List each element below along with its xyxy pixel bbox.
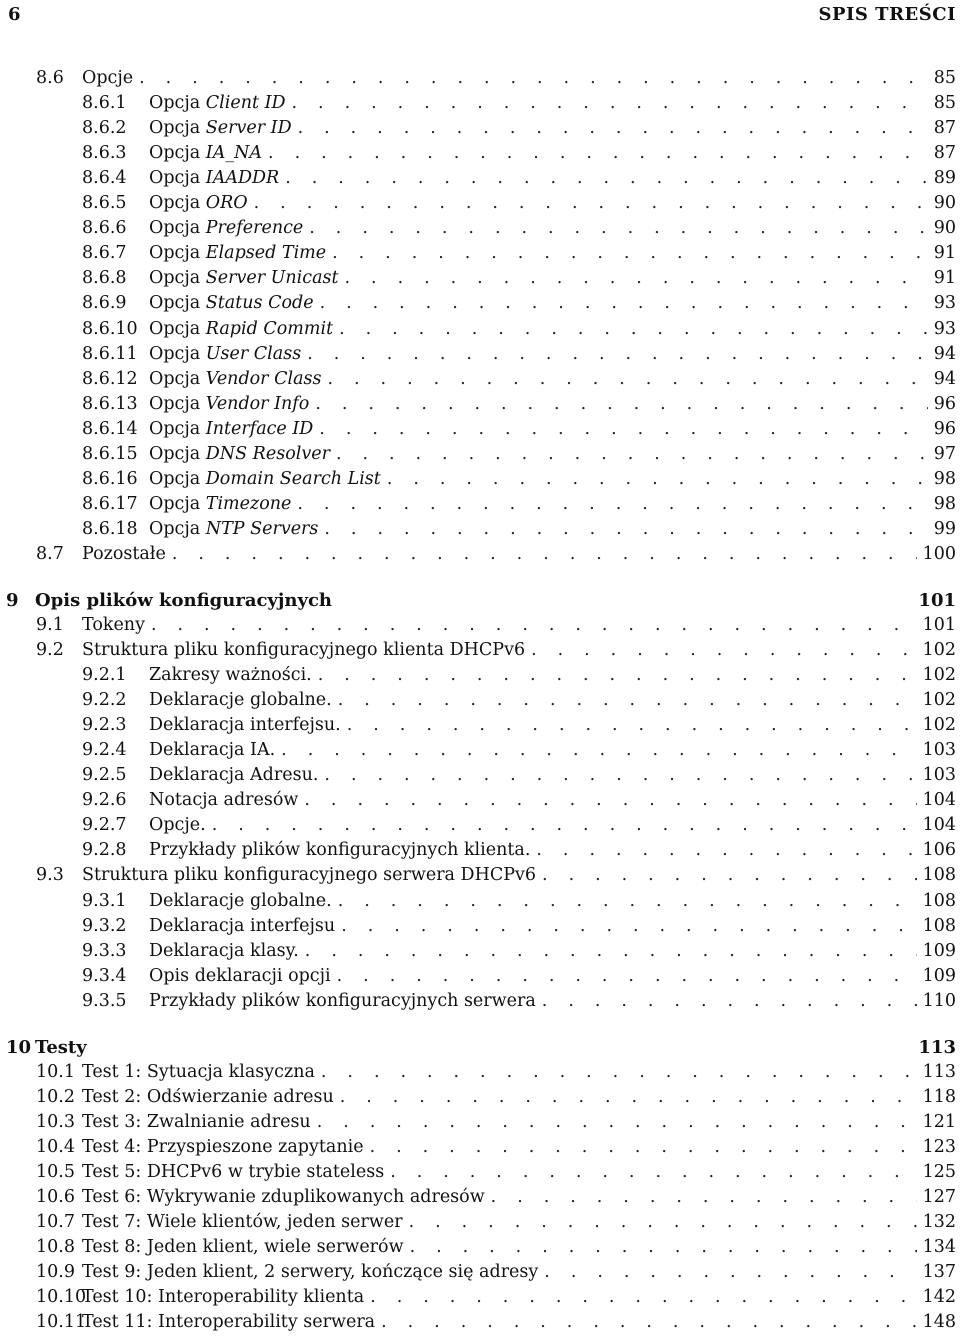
toc-entry[interactable]	[0, 888, 960, 913]
toc-entry-page: 94	[933, 368, 956, 389]
toc-entry-page: 121	[922, 1111, 956, 1132]
toc-entry-title: Deklaracja IA.	[149, 740, 276, 761]
toc-entry-option-name: Elapsed Time	[205, 243, 327, 264]
toc-entry-page: 102	[922, 640, 956, 661]
toc-entry-title	[149, 517, 318, 542]
toc-entry-page: 98	[933, 493, 956, 514]
toc-entry-title	[149, 417, 313, 442]
dot-leader	[347, 713, 917, 738]
toc-entry-option-name: Interface ID	[205, 418, 314, 439]
toc-entry-number: 9.2.6	[82, 790, 127, 811]
toc-entry-page: 102	[922, 715, 956, 736]
toc-entry-page: 104	[922, 815, 956, 836]
toc-entry[interactable]	[0, 1085, 960, 1110]
toc-entry[interactable]	[0, 66, 960, 91]
dot-leader	[339, 317, 928, 342]
toc-entry-number: 9.3.4	[82, 965, 127, 986]
toc-entry-option-name: Rapid Commit	[205, 318, 334, 339]
toc-entry-number: 10.2	[36, 1086, 75, 1107]
toc-entry-title: Deklaracja klasy.	[149, 940, 299, 961]
toc-entry-number: 9.2.1	[82, 665, 127, 686]
table-of-contents	[0, 66, 960, 1335]
toc-entry-number: 10.9	[36, 1262, 75, 1283]
dot-leader	[542, 863, 917, 888]
toc-entry-page: 96	[933, 393, 956, 414]
toc-entry-page: 118	[922, 1086, 956, 1107]
dot-leader	[491, 1185, 917, 1210]
toc-entry-prefix: Opcja	[149, 243, 206, 264]
toc-entry-page: 125	[922, 1161, 956, 1182]
toc-entry-title: Deklaracja interfejsu.	[149, 715, 341, 736]
toc-entry[interactable]	[0, 542, 960, 567]
toc-entry-prefix: Opcja	[149, 468, 206, 489]
dot-leader	[328, 367, 928, 392]
toc-entry-page: 104	[922, 790, 956, 811]
toc-entry-number: 9.3.1	[82, 890, 127, 911]
toc-entry[interactable]	[0, 813, 960, 838]
toc-entry[interactable]	[0, 367, 960, 392]
toc-entry-title	[149, 116, 292, 141]
toc-entry-option-name: IAADDR	[205, 168, 280, 189]
toc-entry-number: 10.7	[36, 1212, 75, 1233]
toc-entry[interactable]	[0, 291, 960, 316]
dot-leader	[544, 1260, 916, 1285]
toc-entry-title	[149, 91, 286, 116]
toc-entry-number: 9.2.3	[82, 715, 127, 736]
toc-entry-number: 9.2.8	[82, 840, 127, 861]
dot-leader	[542, 989, 917, 1014]
toc-entry-number: 8.6.12	[82, 368, 138, 389]
toc-entry[interactable]	[0, 467, 960, 492]
dot-leader	[536, 838, 916, 863]
toc-entry-prefix: Opcja	[149, 418, 206, 439]
toc-entry-number: 8.6.8	[82, 268, 127, 289]
toc-entry-title	[149, 266, 339, 291]
toc-entry-title: Test 5: DHCPv6 w trybie stateless	[82, 1161, 385, 1182]
toc-entry-title: Przykłady plików konfiguracyjnych serwera	[149, 990, 536, 1011]
toc-entry-title: Deklaracje globalne.	[149, 890, 332, 911]
toc-entry-number: 9.3	[36, 865, 64, 886]
toc-entry-option-name: Preference	[205, 218, 304, 239]
toc-entry-option-name: ORO	[205, 193, 248, 214]
toc-entry[interactable]	[0, 417, 960, 442]
toc-entry-prefix: Opcja	[149, 443, 206, 464]
toc-entry[interactable]	[0, 1210, 960, 1235]
toc-entry-title	[149, 166, 279, 191]
dot-leader	[409, 1210, 917, 1235]
toc-entry-number: 8.6.9	[82, 293, 127, 314]
toc-entry-title: Opis plików konfiguracyjnych	[35, 589, 332, 611]
toc-entry-title	[149, 141, 262, 166]
toc-entry-title: Pozostałe	[82, 543, 166, 564]
toc-entry-page: 90	[933, 193, 956, 214]
toc-entry[interactable]	[0, 1060, 960, 1085]
toc-entry-title: Test 4: Przyspieszone zapytanie	[82, 1136, 364, 1157]
toc-entry-page: 94	[933, 343, 956, 364]
toc-entry[interactable]	[0, 964, 960, 989]
dot-leader	[285, 166, 928, 191]
dot-leader	[318, 663, 917, 688]
toc-entry-page: 103	[922, 765, 956, 786]
toc-entry-title: Przykłady plików konfiguracyjnych klienta.	[149, 840, 531, 861]
dot-leader	[381, 1310, 916, 1335]
toc-entry-page: 89	[933, 168, 956, 189]
toc-entry-option-name: DNS Resolver	[205, 443, 330, 464]
toc-entry-option-name: IA_NA	[205, 143, 263, 164]
toc-entry[interactable]	[0, 191, 960, 216]
dot-leader	[320, 291, 928, 316]
toc-entry-number: 8.6.15	[82, 443, 138, 464]
toc-entry-title: Test 1: Sytuacja klasyczna	[82, 1061, 315, 1082]
toc-entry[interactable]	[0, 216, 960, 241]
dot-leader	[315, 392, 927, 417]
toc-entry[interactable]	[0, 1235, 960, 1260]
toc-entry-page: 97	[933, 443, 956, 464]
dot-leader	[531, 638, 917, 663]
toc-entry-page: 109	[922, 940, 956, 961]
toc-entry-title: Test 3: Zwalnianie adresu	[82, 1111, 311, 1132]
page-number: 6	[8, 4, 21, 25]
toc-entry-option-name: Client ID	[205, 93, 286, 114]
toc-entry-number: 9.1	[36, 614, 64, 635]
toc-entry-title	[149, 392, 309, 417]
toc-entry-number: 8.6.10	[82, 318, 138, 339]
toc-entry-prefix: Opcja	[149, 193, 206, 214]
toc-entry-page: 127	[922, 1186, 956, 1207]
dot-leader	[341, 914, 916, 939]
dot-leader	[340, 1085, 917, 1110]
toc-entry[interactable]	[0, 688, 960, 713]
toc-entry-page: 102	[922, 665, 956, 686]
toc-entry-page: 100	[922, 543, 956, 564]
dot-leader	[139, 66, 928, 91]
toc-entry-title: Test 11: Interoperability serwera	[82, 1312, 376, 1333]
toc-entry-page: 108	[922, 915, 956, 936]
toc-entry[interactable]	[0, 738, 960, 763]
toc-entry-title: Struktura pliku konfiguracyjnego klienta DHCPv6	[82, 640, 526, 661]
toc-entry-number: 8.6.18	[82, 518, 138, 539]
toc-entry-title: Deklaracja Adresu.	[149, 765, 319, 786]
toc-entry-prefix: Opcja	[149, 143, 206, 164]
toc-entry-option-name: Server ID	[205, 118, 292, 139]
dot-leader	[338, 688, 917, 713]
toc-entry[interactable]	[0, 863, 960, 888]
toc-entry-page: 123	[922, 1136, 956, 1157]
dot-leader	[324, 517, 927, 542]
toc-entry-number: 9.2	[36, 640, 64, 661]
toc-entry-title	[149, 342, 301, 367]
toc-entry-title: Test 2: Odświerzanie adresu	[82, 1086, 334, 1107]
dot-leader	[304, 788, 916, 813]
toc-entry[interactable]	[0, 1135, 960, 1160]
toc-entry-option-name: NTP Servers	[205, 518, 319, 539]
toc-entry-page: 110	[922, 990, 956, 1011]
toc-entry-page: 148	[922, 1312, 956, 1333]
toc-entry[interactable]	[0, 1285, 960, 1310]
toc-entry-number: 9.2.2	[82, 690, 127, 711]
dot-leader	[319, 417, 927, 442]
toc-entry[interactable]	[0, 914, 960, 939]
toc-entry-number: 8.6.7	[82, 243, 127, 264]
toc-entry-page: 87	[933, 118, 956, 139]
toc-entry-page: 91	[933, 268, 956, 289]
toc-entry-prefix: Opcja	[149, 93, 206, 114]
toc-entry-page: 102	[922, 690, 956, 711]
toc-entry-title: Opcje	[82, 68, 134, 89]
dot-leader	[172, 542, 917, 567]
toc-entry-prefix: Opcja	[149, 168, 206, 189]
toc-entry-page: 85	[933, 68, 956, 89]
toc-entry[interactable]	[0, 1260, 960, 1285]
toc-entry-prefix: Opcja	[149, 118, 206, 139]
toc-entry-number: 8.6.16	[82, 468, 138, 489]
toc-entry-number: 8.7	[36, 543, 64, 564]
toc-entry[interactable]	[0, 442, 960, 467]
toc-entry-number: 10.5	[36, 1161, 75, 1182]
toc-entry-title: Test 9: Jeden klient, 2 serwery, kończące się adresy	[82, 1262, 539, 1283]
toc-entry[interactable]	[0, 788, 960, 813]
toc-entry-page: 103	[922, 740, 956, 761]
toc-chapter[interactable]	[0, 1034, 960, 1060]
toc-entry-title: Notacja adresów	[149, 790, 299, 811]
page-header	[8, 4, 956, 28]
toc-entry[interactable]	[0, 266, 960, 291]
toc-entry-page: 87	[933, 143, 956, 164]
toc-chapter[interactable]	[0, 587, 960, 613]
toc-entry-number: 10	[6, 1036, 32, 1058]
toc-entry-number: 8.6.17	[82, 493, 138, 514]
toc-entry-page: 99	[933, 518, 956, 539]
dot-leader	[151, 613, 917, 638]
toc-entry[interactable]	[0, 989, 960, 1014]
toc-entry-number: 9.2.5	[82, 765, 127, 786]
toc-entry[interactable]	[0, 141, 960, 166]
dot-leader	[297, 492, 927, 517]
toc-entry-number: 10.11	[36, 1312, 87, 1333]
toc-entry-option-name: Status Code	[205, 293, 314, 314]
toc-entry-title	[149, 317, 333, 342]
toc-entry[interactable]	[0, 342, 960, 367]
toc-entry-title: Opcje.	[149, 815, 206, 836]
toc-entry-number: 10.10	[36, 1287, 87, 1308]
toc-entry[interactable]	[0, 1310, 960, 1335]
toc-entry-page: 85	[933, 93, 956, 114]
toc-entry[interactable]	[0, 517, 960, 542]
toc-entry-number: 8.6.1	[82, 93, 127, 114]
toc-entry[interactable]	[0, 241, 960, 266]
toc-entry-page: 113	[918, 1036, 956, 1058]
toc-entry-prefix: Opcja	[149, 343, 206, 364]
toc-entry-number: 9.2.7	[82, 815, 127, 836]
toc-entry-option-name: Vendor Class	[205, 368, 322, 389]
toc-entry[interactable]	[0, 638, 960, 663]
toc-entry-title	[149, 467, 381, 492]
toc-entry-prefix: Opcja	[149, 293, 206, 314]
toc-entry-title	[149, 241, 326, 266]
toc-entry-title: Test 8: Jeden klient, wiele serwerów	[82, 1237, 404, 1258]
toc-entry-option-name: Server Unicast	[205, 268, 339, 289]
dot-leader	[345, 266, 928, 291]
toc-entry-page: 101	[922, 614, 956, 635]
toc-entry-title	[149, 216, 303, 241]
toc-entry[interactable]	[0, 316, 960, 341]
toc-entry-number: 9	[6, 589, 19, 611]
toc-entry-title: Opis deklaracji opcji	[149, 965, 331, 986]
toc-entry-page: 98	[933, 468, 956, 489]
dot-leader	[292, 91, 928, 116]
toc-entry-number: 10.1	[36, 1061, 75, 1082]
toc-entry-number: 8.6.13	[82, 393, 138, 414]
toc-entry-title: Struktura pliku konfiguracyjnego serwera DHCPv6	[82, 865, 537, 886]
toc-entry-page: 90	[933, 218, 956, 239]
toc-entry[interactable]	[0, 838, 960, 863]
toc-entry-prefix: Opcja	[149, 218, 206, 239]
toc-entry-number: 8.6.3	[82, 143, 127, 164]
toc-entry-number: 10.8	[36, 1237, 75, 1258]
toc-entry[interactable]	[0, 91, 960, 116]
toc-entry[interactable]	[0, 116, 960, 141]
toc-entry-option-name: Vendor Info	[205, 393, 310, 414]
toc-entry[interactable]	[0, 166, 960, 191]
toc-entry-title: Tokeny	[82, 614, 145, 635]
toc-entry-prefix: Opcja	[149, 368, 206, 389]
dot-leader	[268, 141, 928, 166]
dot-leader	[298, 116, 928, 141]
toc-entry-number: 8.6	[36, 68, 64, 89]
toc-entry-title	[149, 191, 248, 216]
dot-leader	[212, 813, 917, 838]
dot-leader	[390, 1160, 916, 1185]
toc-entry-option-name: Timezone	[205, 493, 292, 514]
toc-entry-prefix: Opcja	[149, 493, 206, 514]
toc-entry-title	[149, 367, 322, 392]
toc-entry-title: Testy	[35, 1036, 87, 1058]
toc-entry[interactable]	[0, 939, 960, 964]
dot-leader	[254, 191, 928, 216]
toc-entry-number: 8.6.5	[82, 193, 127, 214]
toc-entry-page: 101	[918, 589, 956, 611]
toc-entry[interactable]	[0, 613, 960, 638]
dot-leader	[324, 763, 916, 788]
toc-entry-number: 9.3.5	[82, 990, 127, 1011]
toc-entry-page: 137	[922, 1262, 956, 1283]
toc-entry-title	[149, 492, 291, 517]
toc-entry-page: 132	[922, 1212, 956, 1233]
toc-entry-page: 109	[922, 965, 956, 986]
toc-entry-prefix: Opcja	[149, 318, 206, 339]
toc-entry[interactable]	[0, 713, 960, 738]
dot-leader	[305, 939, 917, 964]
dot-leader	[317, 1110, 917, 1135]
toc-entry-page: 108	[922, 865, 956, 886]
toc-entry[interactable]	[0, 663, 960, 688]
dot-leader	[338, 889, 917, 914]
toc-entry-option-name: Domain Search List	[205, 468, 381, 489]
dot-leader	[370, 1285, 916, 1310]
toc-entry[interactable]	[0, 392, 960, 417]
toc-entry-title	[149, 291, 314, 316]
toc-entry-title: Test 6: Wykrywanie zduplikowanych adresów	[82, 1186, 485, 1207]
toc-entry-number: 9.3.2	[82, 915, 127, 936]
toc-entry-page: 134	[922, 1237, 956, 1258]
toc-entry[interactable]	[0, 763, 960, 788]
toc-entry-page: 108	[922, 890, 956, 911]
toc-entry-number: 8.6.14	[82, 418, 138, 439]
toc-entry-number: 8.6.4	[82, 168, 127, 189]
toc-entry[interactable]	[0, 1160, 960, 1185]
toc-entry-page: 91	[933, 243, 956, 264]
dot-leader	[307, 342, 928, 367]
dot-leader	[410, 1235, 917, 1260]
toc-entry-number: 8.6.2	[82, 118, 127, 139]
toc-entry-number: 8.6.11	[82, 343, 138, 364]
dot-leader	[336, 442, 928, 467]
toc-entry-page: 106	[922, 840, 956, 861]
toc-entry-prefix: Opcja	[149, 393, 206, 414]
toc-entry-title	[149, 442, 330, 467]
dot-leader	[309, 216, 927, 241]
toc-entry-title: Deklaracje globalne.	[149, 690, 332, 711]
dot-leader	[321, 1060, 917, 1085]
dot-leader	[332, 241, 928, 266]
toc-entry-page: 96	[933, 418, 956, 439]
toc-entry-title: Test 10: Interoperability klienta	[82, 1287, 365, 1308]
toc-entry-number: 10.3	[36, 1111, 75, 1132]
dot-leader	[281, 738, 916, 763]
toc-entry-page: 93	[933, 293, 956, 314]
dot-leader	[387, 467, 928, 492]
toc-entry[interactable]	[0, 1185, 960, 1210]
toc-entry-prefix: Opcja	[149, 518, 206, 539]
toc-entry-title: Zakresy ważności.	[149, 665, 312, 686]
toc-entry[interactable]	[0, 1110, 960, 1135]
toc-entry-page: 113	[922, 1061, 956, 1082]
toc-entry-title: Test 7: Wiele klientów, jeden serwer	[82, 1212, 403, 1233]
toc-entry-number: 10.6	[36, 1186, 75, 1207]
toc-entry-option-name: User Class	[205, 343, 302, 364]
toc-entry-number: 9.2.4	[82, 740, 127, 761]
toc-entry-page: 142	[922, 1287, 956, 1308]
toc-entry-page: 93	[933, 318, 956, 339]
toc-entry-prefix: Opcja	[149, 268, 206, 289]
toc-entry-number: 8.6.6	[82, 218, 127, 239]
toc-entry-number: 10.4	[36, 1136, 75, 1157]
dot-leader	[337, 964, 917, 989]
toc-entry[interactable]	[0, 492, 960, 517]
dot-leader	[370, 1135, 917, 1160]
toc-entry-number: 9.3.3	[82, 940, 127, 961]
running-title: SPIS TREŚCI	[818, 4, 956, 25]
toc-entry-title: Deklaracja interfejsu	[149, 915, 336, 936]
